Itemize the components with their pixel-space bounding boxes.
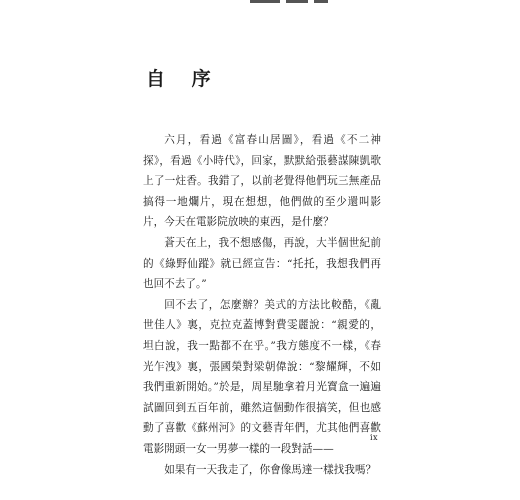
paragraph: 回不去了，怎麼辦？美式的方法比較酷，《亂世佳人》裏，克拉克蓋博對費雯麗說：“親愛的，坦白說，我一點都不在乎。”我方態度不一樣，《春光乍洩》裏，張國榮對梁朝偉說：“黎耀輝，不如我們重新開始。”於是，周星馳拿着月光寶盒一遍遍試圖回到五百年前，雖然這個動作很搞笑，但也感動了喜歡《蘇州河》的文藝青年們，尤其他們喜歡電影開頭一女一男夢一樣的一段對話—— xyxy=(143,298,381,455)
header-mark xyxy=(286,0,308,3)
header-mark xyxy=(314,0,328,3)
page-header-rule xyxy=(250,0,350,3)
header-mark xyxy=(250,0,280,3)
paragraph: 蒼天在上，我不想感傷，再說，大半個世紀前的《綠野仙蹤》就已經宣告：“托托，我想我們再也回不去了。” xyxy=(143,236,381,291)
page-title: 自 序 xyxy=(146,68,221,90)
page-number: ix xyxy=(370,433,379,442)
preface-body xyxy=(143,130,381,480)
paragraph: 六月，看過《富春山居圖》，看過《不二神探》，看過《小時代》，回家，默默給張藝謀陳凱歌上了一炷香。我錯了，以前老覺得他們玩三無產品搞得一地爛片，現在想想，他們做的至少還叫影片，今天在電影院放映的東西，是什麼？ xyxy=(143,134,381,229)
paragraph: 如果有一天我走了，你會像馬達一樣找我嗎？ xyxy=(164,463,377,476)
